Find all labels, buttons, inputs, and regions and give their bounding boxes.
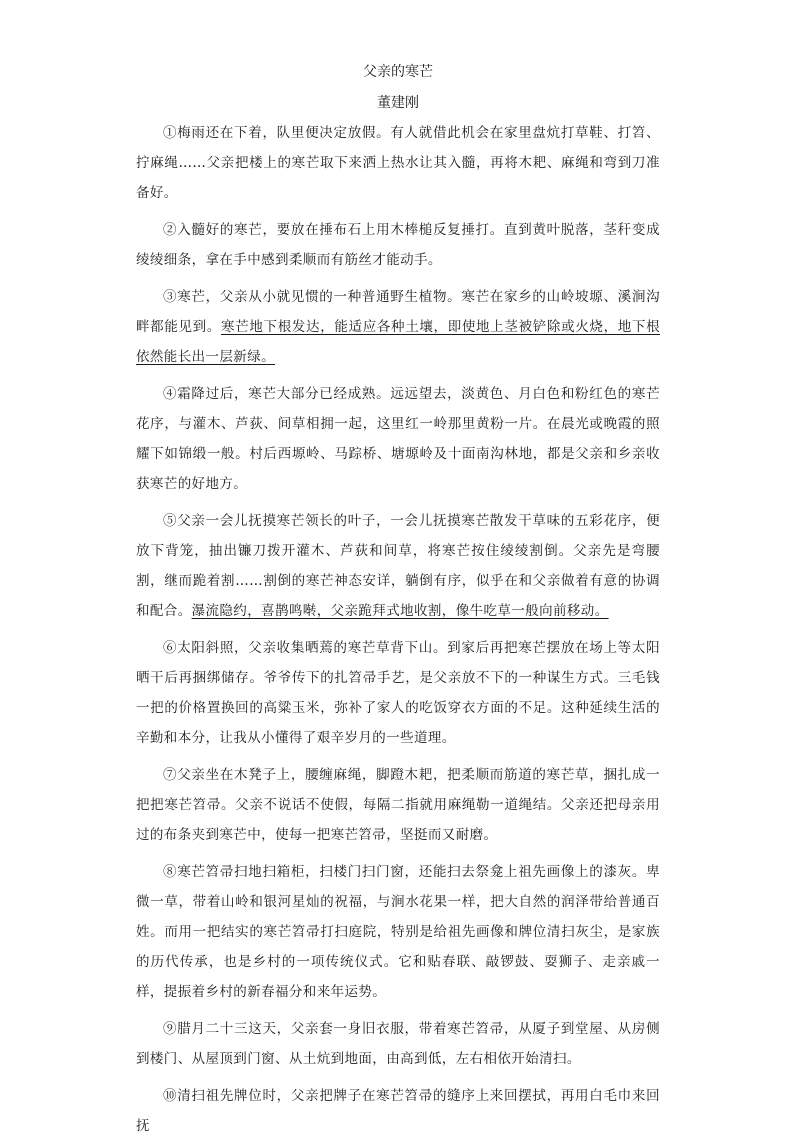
paragraph-text: ①梅雨还在下着，队里便决定放假。有人就借此机会在家里盘炕打草鞋、打笤、拧麻绳……父亲把楼上的寒芒取下来洒上热水让其入髓，再将木耙、麻绳和弯到刀准备好。	[136, 125, 660, 201]
paragraph-3	[136, 282, 660, 372]
paragraph-1	[136, 118, 660, 208]
paragraph-text: ②入髓好的寒芒，要放在捶布石上用木棒槌反复捶打。直到黄叶脱落，茎秆变成绫绫细条，拿在手中感到柔顺而有筋丝才能动手。	[136, 222, 660, 268]
paragraph-7	[136, 760, 660, 850]
underlined-sentence: 瀑流隐约，喜鹊鸣啭，父亲跪拜式地收割，像牛吃草一般向前移动。	[191, 603, 609, 619]
underlined-sentence: 寒芒地下根发达，能适应各种土壤，即使地上茎被铲除或火烧，地下根依然能长出一层新绿。	[136, 319, 660, 365]
paragraph-text: ③寒芒，父亲从小就见惯的一种普通野生植物。寒芒在家乡的山岭坡塬、溪涧沟畔都能见到。	[136, 289, 660, 335]
paragraph-9	[136, 1014, 660, 1074]
paragraph-text: ⑦父亲坐在木凳子上，腰缠麻绳，脚蹬木耙，把柔顺而筋道的寒芒草，捆扎成一把把寒芒笤帚。父亲不说话不使假，每隔二指就用麻绳勒一道绳结。父亲还把母亲用过的布条夹到寒芒中，使每一把寒芒笤帚，坚挺而又耐磨。	[136, 767, 660, 843]
paragraph-5	[136, 506, 660, 626]
article-title: 父亲的寒芒	[363, 64, 433, 80]
article-author: 董建刚	[377, 95, 419, 111]
paragraph-10	[136, 1081, 660, 1141]
paragraph-text: ⑨腊月二十三这天，父亲套一身旧衣服，带着寒芒笤帚，从厦子到堂屋、从房侧到楼门、从屋顶到门窗、从土炕到地面，由高到低，左右相依开始清扫。	[136, 1021, 660, 1067]
paragraph-2	[136, 215, 660, 275]
document-page	[136, 60, 660, 1148]
paragraph-8	[136, 857, 660, 1007]
paragraph-6	[136, 633, 660, 753]
paragraph-text: ⑧寒芒笤帚扫地扫箱柜，扫楼门扫门窗，还能扫去祭龛上祖先画像上的漆灰。卑微一草，带着山岭和银河星灿的祝福，与涧水花果一样，把大自然的润泽带给普通百姓。而用一把结实的寒芒笤帚打扫庭院，特别是给祖先画像和牌位清扫灰尘，是家族的历代传承，也是乡村的一项传统仪式。它和贴春联、敲锣鼓、耍狮子、走亲戚一样，提振着乡村的新春福分和来年运势。	[136, 864, 660, 1000]
paragraph-text: ⑤父亲一会儿抚摸寒芒领长的叶子，一会儿抚摸寒芒散发干草味的五彩花序，便放下背笼，抽出镰刀拨开灌木、芦荻和间草，将寒芒按住绫绫割倒。父亲先是弯腰割，继而跪着割……割倒的寒芒神态安详，躺倒有序，似乎在和父亲做着有意的协调和配合。	[136, 513, 660, 619]
paragraph-text: ⑩清扫祖先牌位时，父亲把牌子在寒芒笤帚的缝序上来回摆拭，再用白毛巾来回抚	[136, 1088, 660, 1134]
paragraph-text: ④霜降过后，寒芒大部分已经成熟。远远望去，淡黄色、月白色和粉红色的寒芒花序，与灌木、芦荻、间草相拥一起，这里红一岭那里黄粉一片。在晨光或晚霞的照耀下如锦缎一般。村后西塬岭、马踪桥、塘塬岭及十面南沟林地，都是父亲和乡亲收获寒芒的好地方。	[136, 386, 660, 492]
paragraph-4	[136, 379, 660, 499]
paragraph-text: ⑥太阳斜照，父亲收集晒蔫的寒芒草背下山。到家后再把寒芒摆放在场上等太阳晒干后再捆绑储存。爷爷传下的扎笤帚手艺，是父亲放不下的一种谋生方式。三毛钱一把的价格置换回的高粱玉米，弥补了家人的吃饭穿衣方面的不足。这种延续生活的辛勤和本分，让我从小懂得了艰辛岁月的一些道理。	[136, 640, 660, 746]
